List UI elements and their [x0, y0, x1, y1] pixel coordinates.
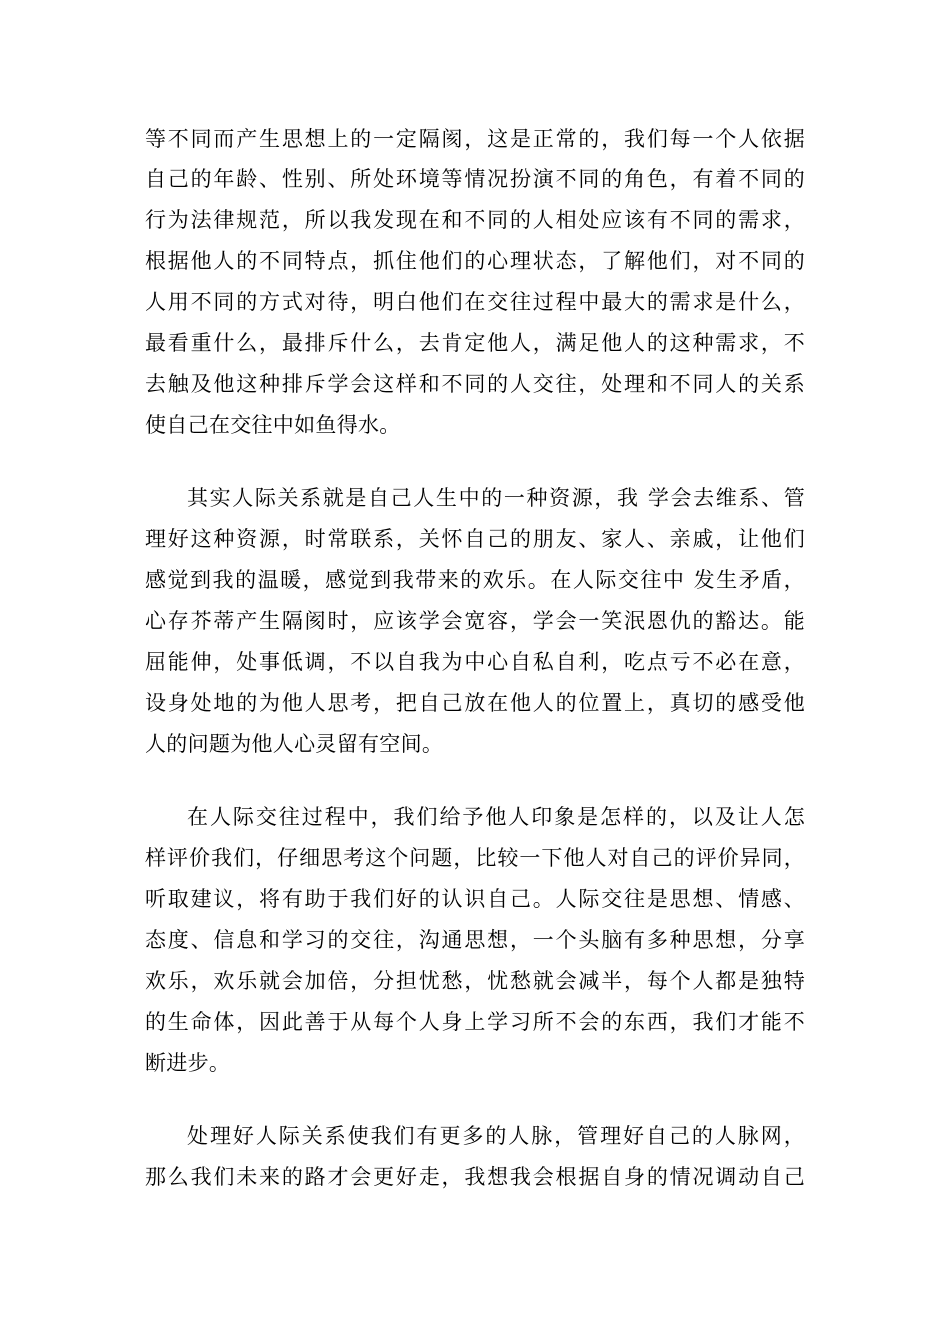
text-line: 屈能伸，处事低调，不以自我为中心自私自利，吃点亏不必在意， [145, 650, 805, 674]
text-line: 人用不同的方式对待，明白他们在交往过程中最大的需求是什么， [145, 290, 805, 314]
text-line: 断进步。 [145, 1051, 231, 1075]
text-line: 的生命体，因此善于从每个人身上学习所不会的东西，我们才能不 [145, 1010, 805, 1034]
text-line: 在人际交往过程中，我们给予他人印象是怎样的，以及让人怎 [187, 805, 805, 829]
text-line: 根据他人的不同特点，抓住他们的心理状态，了解他们，对不同的 [145, 249, 805, 273]
text-line: 样评价我们，仔细思考这个问题，比较一下他人对自己的评价异同， [145, 846, 805, 870]
text-line: 其实人际关系就是自己人生中的一种资源，我 学会去维系、管 [187, 486, 805, 510]
text-line: 感觉到我的温暖，感觉到我带来的欢乐。在人际交往中 发生矛盾， [145, 568, 805, 592]
text-line: 听取建议，将有助于我们好的认识自己。人际交往是思想、情感、 [145, 887, 805, 911]
text-line: 那么我们未来的路才会更好走，我想我会根据自身的情况调动自己 [145, 1165, 805, 1189]
text-line: 等不同而产生思想上的一定隔阂，这是正常的，我们每一个人依据 [145, 127, 805, 151]
text-line: 欢乐，欢乐就会加倍，分担忧愁，忧愁就会减半，每个人都是独特 [145, 969, 805, 993]
text-line: 态度、信息和学习的交往，沟通思想，一个头脑有多种思想，分享 [145, 928, 805, 952]
text-line: 使自己在交往中如鱼得水。 [145, 413, 401, 437]
text-line: 心存芥蒂产生隔阂时，应该学会宽容，学会一笑泯恩仇的豁达。能 [145, 609, 805, 633]
text-line: 设身处地的为他人思考，把自己放在他人的位置上，真切的感受他 [145, 691, 805, 715]
text-line: 理好这种资源，时常联系，关怀自己的朋友、家人、亲戚，让他们 [145, 527, 805, 551]
text-line: 行为法律规范，所以我发现在和不同的人相处应该有不同的需求， [145, 208, 805, 232]
text-line: 处理好人际关系使我们有更多的人脉，管理好自己的人脉网， [187, 1124, 805, 1148]
text-line: 去触及他这种排斥学会这样和不同的人交往，处理和不同人的关系 [145, 372, 805, 396]
text-line: 自己的年龄、性别、所处环境等情况扮演不同的角色，有着不同的 [145, 167, 805, 191]
text-line: 人的问题为他人心灵留有空间。 [145, 732, 444, 756]
text-line: 最看重什么，最排斥什么，去肯定他人，满足他人的这种需求，不 [145, 331, 805, 355]
